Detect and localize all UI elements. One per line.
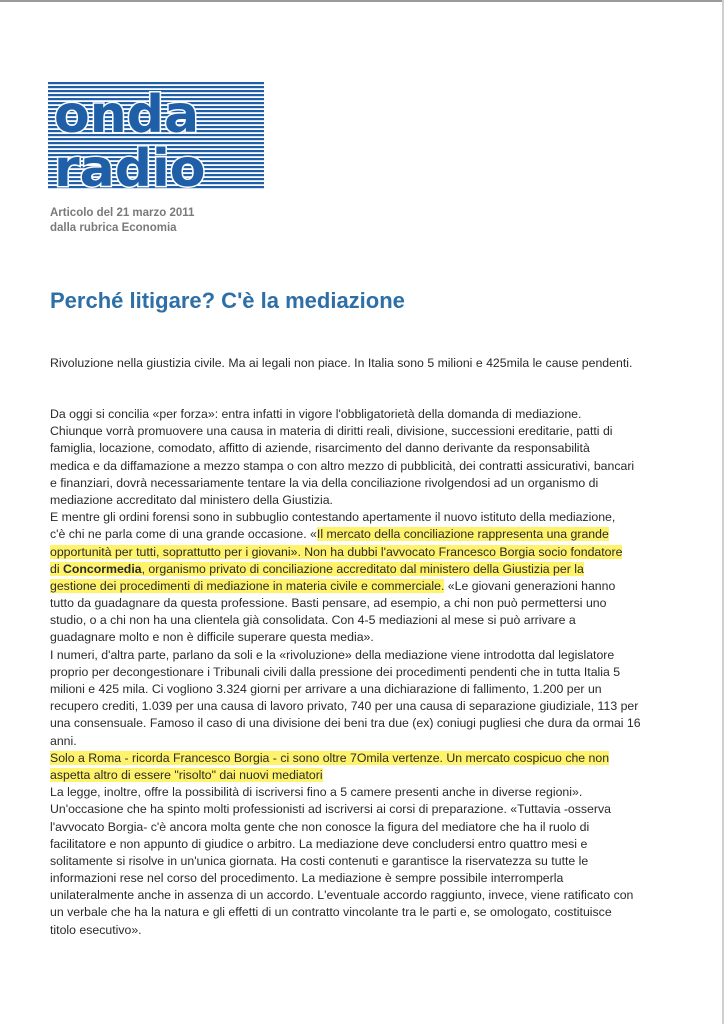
scan-edge-top [0,0,724,2]
body-line: famiglia, locazione, comodato, affitto di aziende, risarcimento del danno derivante da responsabilità [50,441,590,456]
body-line: Chiunque vorrà promuovere una causa in materia di diritti reali, divisione, successioni ereditarie, patti di [50,424,613,439]
highlighted-text: Solo a Roma - ricorda Francesco Borgia - ci sono oltre 7Omila vertenze. Un mercato cospicuo che non [50,750,610,765]
body-line: tutto da guadagnare da questa professione. Basti pensare, ad esempio, a chi non può permettersi uno [50,596,607,611]
body-line: recupero crediti, 1.039 per una causa di lavoro privato, 740 per una causa di separazione giudiziale, 113 per [50,699,639,714]
article-section: dalla rubrica Economia [50,222,177,234]
onda-radio-logo [48,82,264,190]
article-date: Articolo del 21 marzo 2011 [50,207,195,219]
body-line: titolo esecutivo». [50,922,142,937]
body-line: un verbale che ha la natura e gli effetti di un contratto vincolante tra le parti e, se omologato, costituisce [50,905,612,920]
body-line [50,767,690,784]
body-line [50,561,690,578]
highlighted-text: di [50,561,63,576]
article-body [50,406,690,939]
highlighted-text: Il mercato della conciliazione rappresenta una grande [316,527,609,542]
body-line: Un'occasione che ha spinto molti professionisti ad iscriversi ai corsi di preparazione. «Tuttavia -osserva [50,802,611,817]
body-line: una consensuale. Famoso il caso di una divisione dei beni tra due (ex) coniugi pugliesi che dura da ormai 16 [50,716,641,731]
highlighted-text: opportunità per tutti, soprattutto per i giovani». Non ha dubbi l'avvocato Francesco Borgia socio fondatore [50,544,623,559]
logo-word-onda: onda [54,85,200,145]
body-text: c'è chi ne parla come di una grande occasione. « [50,527,317,542]
article-subtitle: Rivoluzione nella giustizia civile. Ma ai legali non piace. In Italia sono 5 milioni e 425mila le cause pendenti. [50,356,633,370]
body-line: informazioni rese nel corso del procedimento. La mediazione è sempre possibile interromperla [50,871,564,886]
body-line: facilitatore e non appunto di giudice o arbitro. La mediazione deve concludersi entro quattro mesi e [50,836,588,851]
body-line: l'avvocato Borgia- c'è ancora molta gente che non conosce la figura del mediatore che ha il ruolo di [50,819,590,834]
body-line [50,578,690,595]
body-line: solitamente si risolve in un'unica giornata. Ha costi contenuti e garantisce la riservatezza su tutte le [50,853,589,868]
body-line [50,526,690,543]
article-title: Perché litigare? C'è la mediazione [50,288,405,313]
highlighted-text: , organismo privato di conciliazione accreditato dal ministero della Giustizia per la [141,561,584,576]
body-line: guadagnare molto e non è difficile superare questa media». [50,630,374,645]
body-line [50,750,690,767]
body-line: I numeri, d'altra parte, parlano da soli e la «rivoluzione» della mediazione viene introdotta dal legislatore [50,647,615,662]
body-line: Da oggi si concilia «per forza»: entra infatti in vigore l'obbligatorietà della domanda di mediazione. [50,407,582,421]
highlighted-text: aspetta altro di essere "risolto" dai nuovi mediatori [50,767,323,782]
logo-word-radio: radio [54,139,206,190]
body-line: E mentre gli ordini forensi sono in subbuglio contestando apertamente il nuovo istituto della mediazione, [50,510,616,525]
body-line: anni. [50,733,77,748]
article-meta [50,206,194,236]
body-line: medica e da diffamazione a mezzo stampa o con altro mezzo di pubblicità, dei contratti assicurativi, bancari [50,458,635,473]
body-line: unilateralmente anche in assenza di un accordo. L'eventuale accordo raggiunto, invece, viene ratificato con [50,888,634,903]
body-line: La legge, inoltre, offre la possibilità di iscriversi fino a 5 camere presenti anche in diverse regioni». [50,785,583,800]
body-line: e finanziari, dovrà necessariamente tentare la via della conciliazione rivolgendosi ad un organismo di [50,475,599,490]
organization-name: Concormedia [63,561,142,576]
body-line [50,544,690,561]
body-line: milioni e 425 mila. Ci vogliono 3.324 giorni per arrivare a una dichiarazione di fallimento, 1.200 per un [50,682,602,696]
body-line: proprio per decongestionare i Tribunali civili dalla pressione dei procedimenti pendenti che in tutta Italia 5 [50,664,621,679]
body-line: studio, o a chi non ha una clientela già consolidata. Con 4-5 mediazioni al mese si può arrivare a [50,613,576,628]
body-text: «Le giovani generazioni hanno [444,578,616,593]
body-line: mediazione accreditato dal ministero della Giustizia. [50,492,333,507]
highlighted-text: gestione dei procedimenti di mediazione in materia civile e commerciale. [50,578,445,593]
